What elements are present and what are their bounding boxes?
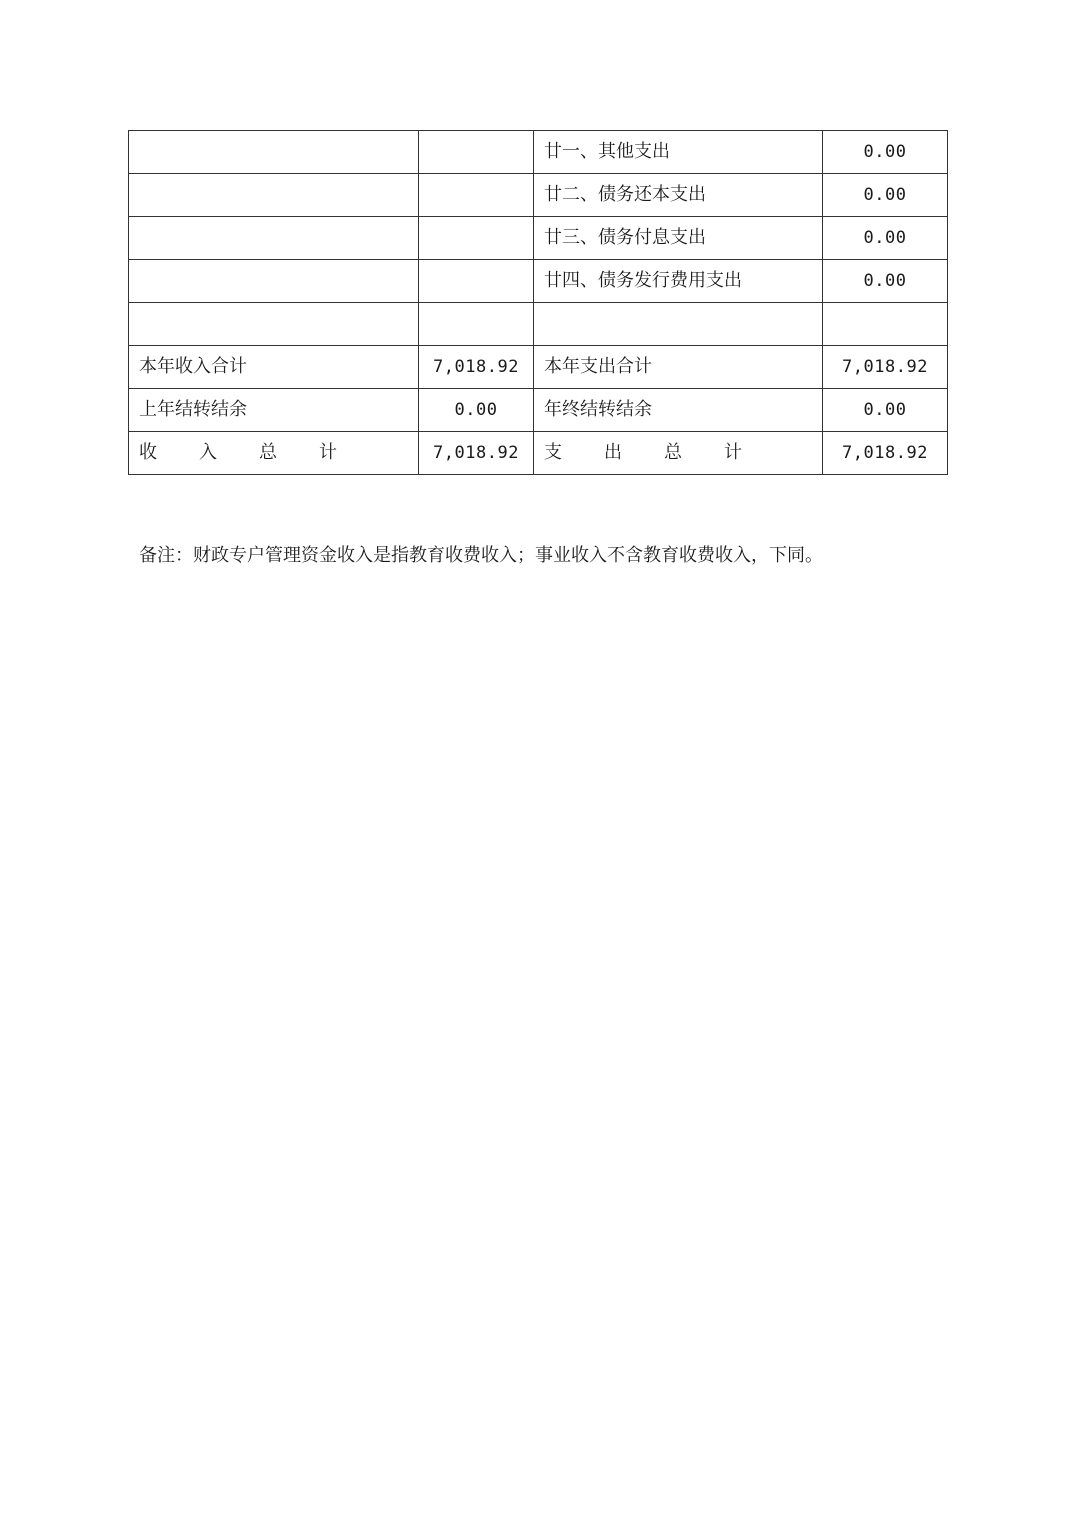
income-total-char: 计 xyxy=(319,442,337,463)
expense-label-cell: 廿一、其他支出 xyxy=(534,131,823,174)
expense-label-cell: 廿四、债务发行费用支出 xyxy=(534,260,823,303)
expense-label-cell: 廿二、债务还本支出 xyxy=(534,174,823,217)
income-total-char: 入 xyxy=(199,442,217,463)
table-row xyxy=(129,346,948,389)
table-row xyxy=(129,131,948,174)
budget-table xyxy=(128,130,948,475)
income-label-cell xyxy=(129,217,419,260)
expense-amount-cell: 0.00 xyxy=(823,131,948,174)
expense-amount-cell: 7,018.92 xyxy=(823,346,948,389)
table-row xyxy=(129,174,948,217)
income-label-cell xyxy=(129,174,419,217)
income-total-amount-cell: 7,018.92 xyxy=(419,432,534,475)
expense-amount-cell: 0.00 xyxy=(823,389,948,432)
income-label-cell xyxy=(129,260,419,303)
expense-amount-cell: 0.00 xyxy=(823,217,948,260)
expense-amount-cell xyxy=(823,303,948,346)
expense-total-char: 出 xyxy=(604,442,622,463)
income-amount-cell xyxy=(419,174,534,217)
table-row xyxy=(129,303,948,346)
income-label-cell xyxy=(129,131,419,174)
income-amount-cell xyxy=(419,217,534,260)
expense-amount-cell: 0.00 xyxy=(823,260,948,303)
income-total-label-cell xyxy=(129,432,419,475)
income-amount-cell xyxy=(419,131,534,174)
expense-label-cell: 廿三、债务付息支出 xyxy=(534,217,823,260)
expense-total-char: 支 xyxy=(544,442,562,463)
income-label-cell: 上年结转结余 xyxy=(129,389,419,432)
expense-label-cell: 年终结转结余 xyxy=(534,389,823,432)
income-total-char: 收 xyxy=(139,442,157,463)
expense-total-char: 计 xyxy=(724,442,742,463)
expense-label-cell xyxy=(534,303,823,346)
footnote: 备注：财政专户管理资金收入是指教育收费收入；事业收入不含教育收费收入，下同。 xyxy=(139,545,823,566)
income-amount-cell xyxy=(419,303,534,346)
income-amount-cell xyxy=(419,260,534,303)
table-row xyxy=(129,260,948,303)
expense-total-amount-cell: 7,018.92 xyxy=(823,432,948,475)
expense-total-char: 总 xyxy=(664,442,682,463)
total-row xyxy=(129,432,948,475)
expense-label-cell: 本年支出合计 xyxy=(534,346,823,389)
table-row xyxy=(129,389,948,432)
table-row xyxy=(129,217,948,260)
income-amount-cell: 0.00 xyxy=(419,389,534,432)
income-label-cell xyxy=(129,303,419,346)
income-amount-cell: 7,018.92 xyxy=(419,346,534,389)
expense-total-label-cell xyxy=(534,432,823,475)
expense-amount-cell: 0.00 xyxy=(823,174,948,217)
income-total-char: 总 xyxy=(259,442,277,463)
income-label-cell: 本年收入合计 xyxy=(129,346,419,389)
